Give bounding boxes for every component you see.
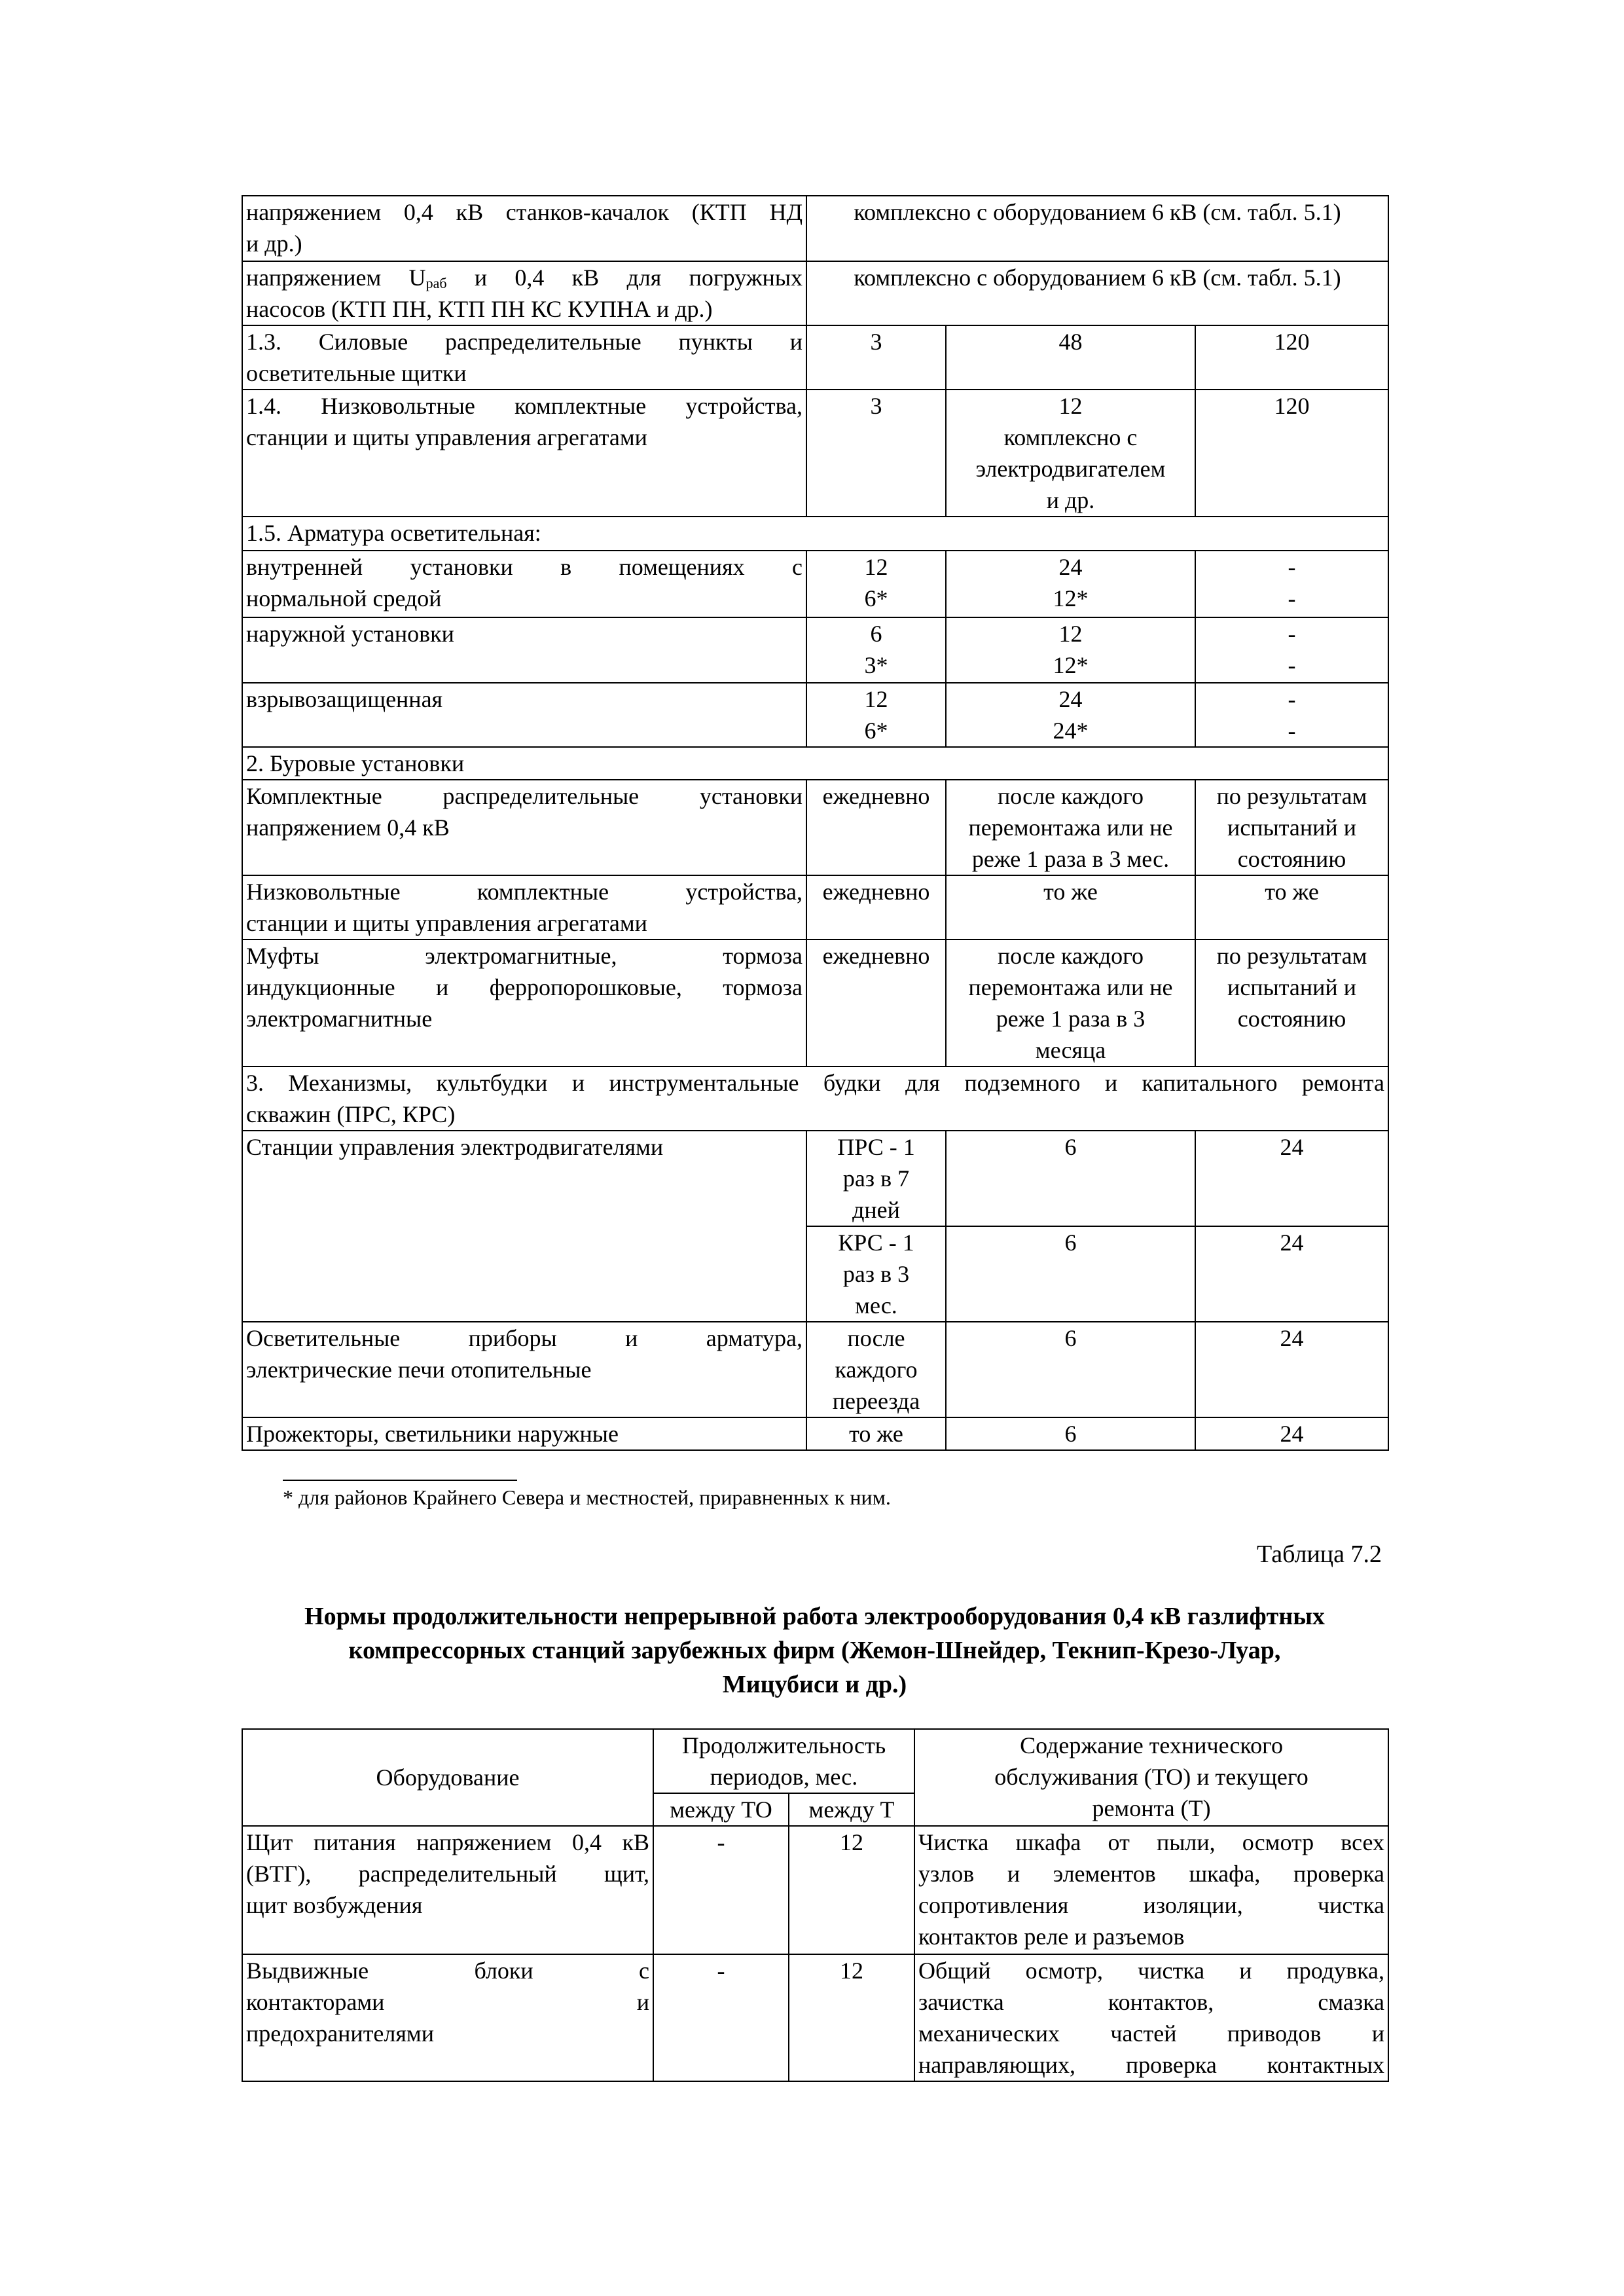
table-row — [242, 1826, 1388, 1954]
cell-col1: 3 — [806, 325, 946, 390]
row-label: Станции управления электродвигателями — [242, 1131, 806, 1322]
merged-cell: комплексно с оборудованием 6 кВ (см. табл. 5.1) — [806, 196, 1388, 261]
cell-col2: 6 — [946, 1131, 1195, 1226]
header-between-t: между Т — [789, 1793, 914, 1826]
cell-col1: ПРС - 1 раз в 7 дней — [806, 1131, 946, 1226]
merged-cell: комплексно с оборудованием 6 кВ (см. табл. 5.1) — [806, 261, 1388, 325]
cell-content: Чистка шкафа от пыли, осмотр всех узлов и элементов шкафа, проверка сопротивления изоляции, чистка контактов реле и разъемов — [914, 1826, 1388, 1954]
cell-between-to: - — [653, 1954, 789, 2081]
cell-col2: 24 24* — [946, 683, 1195, 747]
row-label: наружной установки — [242, 617, 806, 683]
table-row — [242, 196, 1388, 261]
cell-col2: то же — [946, 875, 1195, 939]
cell-between-to: - — [653, 1826, 789, 1954]
footnote-rule — [283, 1480, 517, 1481]
section-heading: 2. Буровые установки — [242, 747, 1388, 780]
cell-col1: ежедневно — [806, 780, 946, 875]
table-row — [242, 617, 1388, 683]
cell-col2: 6 — [946, 1322, 1195, 1417]
table-row — [242, 390, 1388, 517]
cell-col3: то же — [1195, 875, 1388, 939]
cell-col1: то же — [806, 1417, 946, 1450]
section-heading: 3. Механизмы, культбудки и инструментальные будки для подземного и капитального ремонта скважин (ПРС, КРС) — [242, 1066, 1388, 1131]
cell-col3: - - — [1195, 617, 1388, 683]
table-row — [242, 551, 1388, 617]
row-label: Осветительные приборы и арматура, электрические печи отопительные — [242, 1322, 806, 1417]
cell-col3: 120 — [1195, 390, 1388, 517]
row-label: Прожекторы, светильники наружные — [242, 1417, 806, 1450]
row-label: Выдвижные блоки с контакторами и предохранителями — [242, 1954, 653, 2081]
table-row — [242, 780, 1388, 875]
cell-col2: 12 12* — [946, 617, 1195, 683]
row-label: 1.3. Силовые распределительные пункты и осветительные щитки — [242, 325, 806, 390]
section-row — [242, 1066, 1388, 1131]
cell-col1: 6 3* — [806, 617, 946, 683]
cell-col3: - - — [1195, 683, 1388, 747]
header-equipment: Оборудование — [242, 1729, 653, 1826]
cell-between-t: 12 — [789, 1826, 914, 1954]
cell-col1: 12 6* — [806, 683, 946, 747]
table-row — [242, 1954, 1388, 2081]
row-label: взрывозащищенная — [242, 683, 806, 747]
cell-col2: 6 — [946, 1417, 1195, 1450]
section-row — [242, 517, 1388, 551]
cell-col3: по результатам испытаний и состоянию — [1195, 939, 1388, 1066]
header-duration: Продолжительность периодов, мес. — [653, 1729, 914, 1793]
table-row — [242, 1322, 1388, 1417]
table-caption: Нормы продолжительности непрерывной работа электрооборудования 0,4 кВ газлифтных компрессорных станций зарубежных фирм (Жемон-Шнейдер, Текнип-Крезо-Луар, Мицубиси и др.) — [304, 1603, 1325, 1698]
cell-col2: 24 12* — [946, 551, 1195, 617]
row-label: внутренней установки в помещениях с нормальной средой — [242, 551, 806, 617]
cell-col1: КРС - 1 раз в 3 мес. — [806, 1226, 946, 1322]
cell-col1: ежедневно — [806, 939, 946, 1066]
cell-col3: 24 — [1195, 1226, 1388, 1322]
table-row — [242, 683, 1388, 747]
cell-col1: 3 — [806, 390, 946, 517]
row-label: Низковольтные комплектные устройства, станции и щиты управления агрегатами — [242, 875, 806, 939]
header-between-to: между ТО — [653, 1793, 789, 1826]
table-row — [242, 325, 1388, 390]
cell-col2: 12 комплексно с электродвигателем и др. — [946, 390, 1195, 517]
header-row — [242, 1729, 1388, 1793]
footnote: * для районов Крайнего Севера и местностей, приравненных к ним. — [283, 1485, 891, 1509]
section-row — [242, 747, 1388, 780]
cell-col2: 6 — [946, 1226, 1195, 1322]
cell-content: Общий осмотр, чистка и продувка, зачистка контактов, смазка механических частей приводов и направляющих, проверка контактных — [914, 1954, 1388, 2081]
table-row — [242, 261, 1388, 325]
cell-col2: после каждого перемонтажа или не реже 1 раза в 3 мес. — [946, 780, 1195, 875]
row-label: 1.4. Низковольтные комплектные устройства, станции и щиты управления агрегатами — [242, 390, 806, 517]
cell-col2: после каждого перемонтажа или не реже 1 раза в 3 месяца — [946, 939, 1195, 1066]
table-row — [242, 1131, 1388, 1226]
cell-col3: 120 — [1195, 325, 1388, 390]
row-label: Щит питания напряжением 0,4 кВ (ВТГ), распределительный щит, щит возбуждения — [242, 1826, 653, 1954]
table-row — [242, 1417, 1388, 1450]
table-number: Таблица 7.2 — [1256, 1540, 1382, 1568]
cell-col3: 24 — [1195, 1417, 1388, 1450]
cell-col3: - - — [1195, 551, 1388, 617]
cell-col1: после каждого переезда — [806, 1322, 946, 1417]
maintenance-norms-table — [242, 195, 1389, 1451]
cell-between-t: 12 — [789, 1954, 914, 2081]
table-row — [242, 875, 1388, 939]
cell-col3: 24 — [1195, 1322, 1388, 1417]
cell-col3: 24 — [1195, 1131, 1388, 1226]
row-label: Комплектные распределительные установки напряжением 0,4 кВ — [242, 780, 806, 875]
header-content: Содержание технического обслуживания (ТО) и текущего ремонта (Т) — [914, 1729, 1388, 1826]
compressor-station-norms-table — [242, 1728, 1389, 2082]
row-label: Муфты электромагнитные, тормоза индукционные и ферропорошковые, тормоза электромагнитные — [242, 939, 806, 1066]
table-row — [242, 939, 1388, 1066]
section-heading: 1.5. Арматура осветительная: — [242, 517, 1388, 551]
row-label: напряжением 0,4 кВ станков-качалок (КТП НД и др.) — [242, 196, 806, 261]
cell-col1: 12 6* — [806, 551, 946, 617]
row-label: напряжением $U_{раб}$ и 0,4 кВ для погружных насосов (КТП ПН, КТП ПН КС КУПНА и др.) — [242, 261, 806, 325]
cell-col2: 48 — [946, 325, 1195, 390]
cell-col3: по результатам испытаний и состоянию — [1195, 780, 1388, 875]
cell-col1: ежедневно — [806, 875, 946, 939]
